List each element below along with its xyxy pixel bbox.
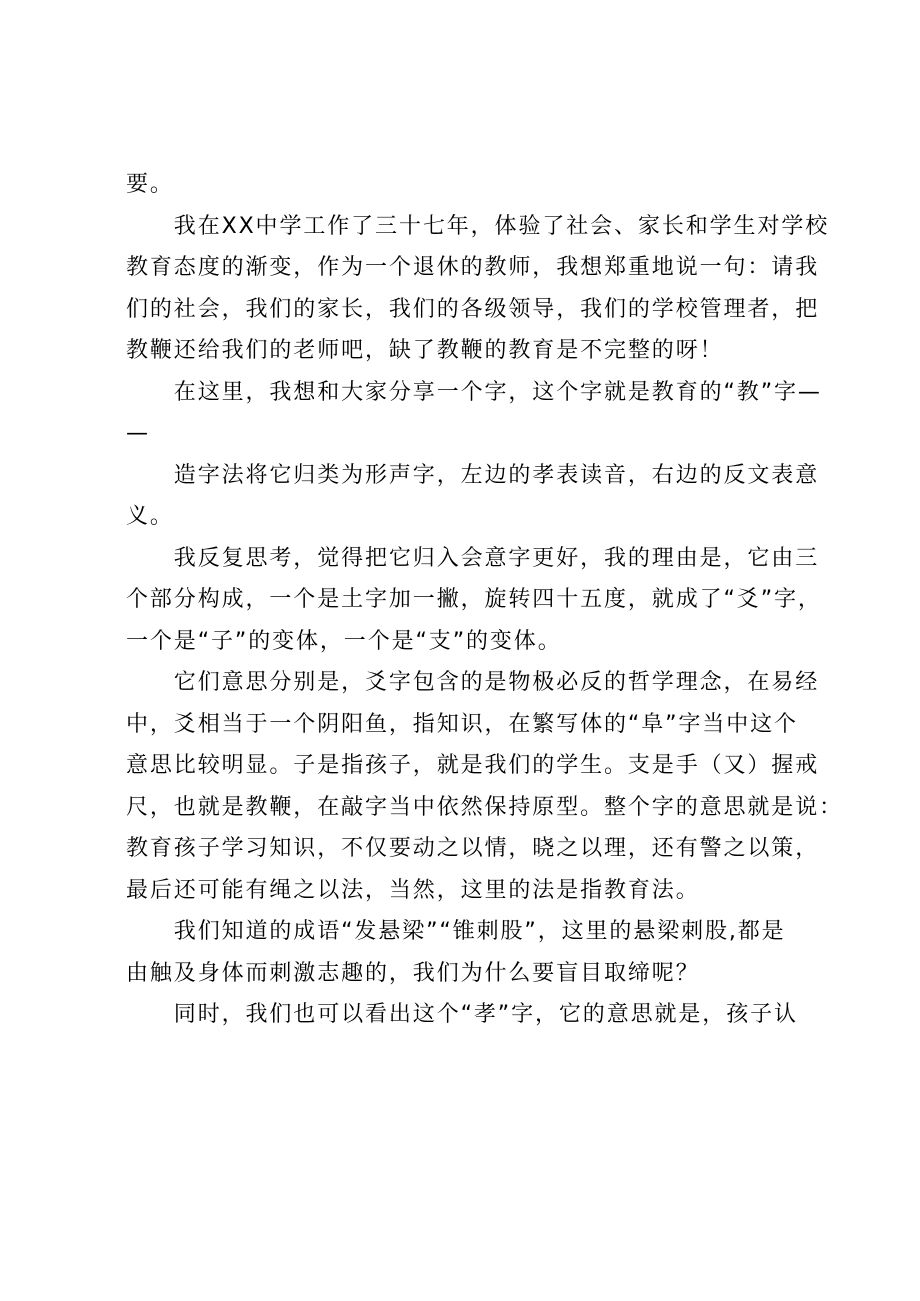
text-line: 造字法将它归类为形声字，左边的孝表读音，右边的反文表意 — [126, 462, 820, 488]
text-line: 中，爻相当于一个阴阳鱼，指知识，在繁写体的“阜”字当中这个 — [126, 711, 798, 737]
text-line: 最后还可能有绳之以法，当然，这里的法是指教育法。 — [126, 877, 700, 903]
text-line: 要。 — [126, 172, 174, 197]
text-line: 由触及身体而刺激志趣的，我们为什么要盲目取缔呢？ — [126, 960, 700, 986]
text-line: 我反复思考，觉得把它归入会意字更好，我的理由是，它由三 — [126, 545, 820, 571]
text-line: — — [126, 421, 150, 446]
text-line: 一个是“子”的变体，一个是“支”的变体。 — [126, 628, 562, 654]
text-line: 它们意思分别是，爻字包含的是物极必反的哲学理念，在易经 — [126, 670, 820, 695]
text-line: 尺，也就是教鞭，在敲字当中依然保持原型。整个字的意思就是说： — [126, 794, 844, 820]
text-line: 同时，我们也可以看出这个“孝”字，它的意思就是，孩子认 — [126, 1002, 798, 1027]
text-line: 们的社会，我们的家长，我们的各级领导，我们的学校管理者，把 — [126, 296, 820, 322]
text-line: 在这里，我想和大家分享一个字，这个字就是教育的“教”字— — [126, 379, 822, 405]
text-line: 个部分构成，一个是土字加一撇，旋转四十五度，就成了“爻”字， — [126, 587, 822, 612]
text-line: 教育态度的渐变，作为一个退休的教师，我想郑重地说一句：请我 — [126, 255, 820, 280]
text-line: 意思比较明显。子是指孩子，就是我们的学生。支是手（又）握戒 — [126, 753, 820, 778]
text-line: 教育孩子学习知识，不仅要动之以情，晓之以理，还有警之以策， — [126, 836, 820, 861]
text-line: 义。 — [126, 504, 174, 529]
document-body — [126, 164, 844, 1036]
text-line: 我在XX中学工作了三十七年，体验了社会、家长和学生对学校 — [126, 213, 830, 239]
text-line: 我们知道的成语“发悬梁”“锥刺股”，这里的悬梁刺股,都是 — [126, 919, 786, 944]
text-line: 教鞭还给我们的老师吧，缺了教鞭的教育是不完整的呀！ — [126, 338, 724, 363]
